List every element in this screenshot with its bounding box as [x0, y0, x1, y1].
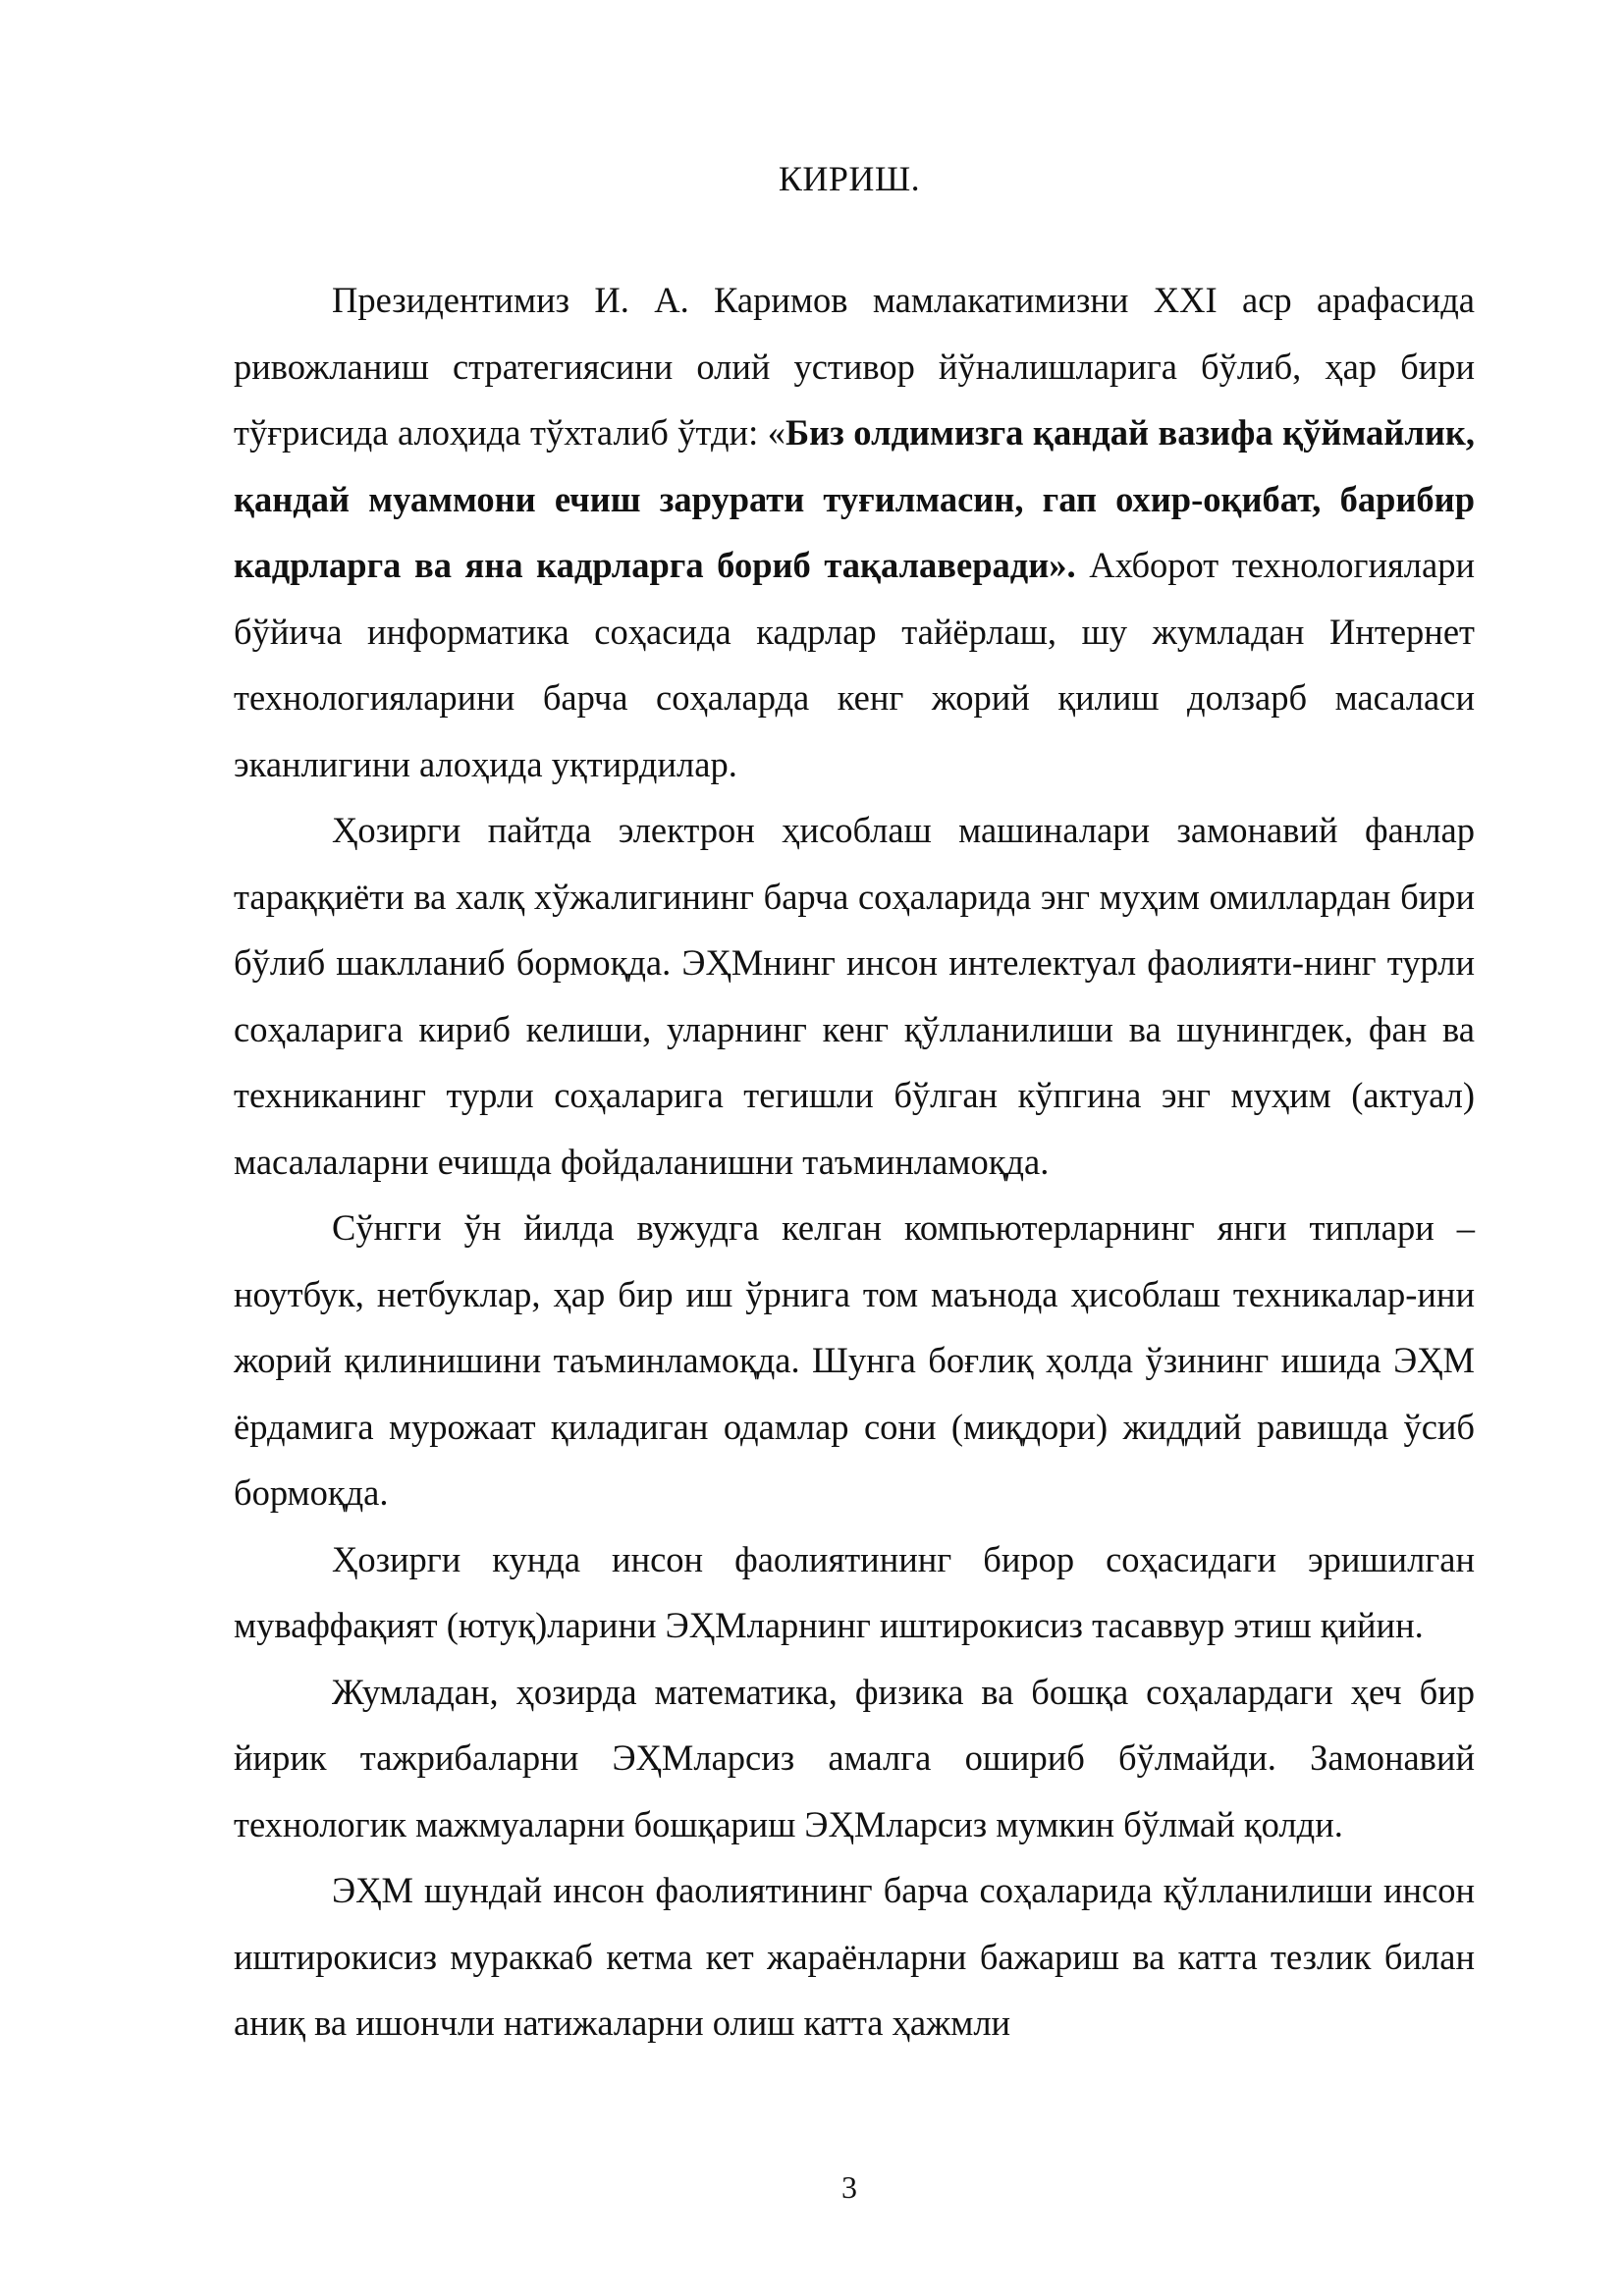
page-number: 3 — [841, 2169, 857, 2205]
paragraph-1-quote: Биз олдимизга қандай вазифа қўймайлик, қандай муаммони ечиш зарурати туғилмасин, гап охир-оқибат, барибир кадрларга ва яна кадрларга бориб тақалаверади». — [234, 412, 1476, 585]
paragraph-2: Ҳозирги пайтда электрон ҳисоблаш машиналари замонавий фанлар тараққиёти ва халқ хўжалигининг барча соҳаларида энг муҳим омиллардан бири бўлиб шаклланиб бормоқда. ЭҲМнинг инсон интелектуал фаолияти-нинг турли соҳаларига кириб келиши, уларнинг кенг қўлланилиши ва шунингдек, фан ва техниканинг турли соҳаларига тегишли бўлган кўпгина энг муҳим (актуал) масалаларни ечишда фойдаланишни таъминламоқда. — [234, 810, 1475, 1182]
paragraph-1-rest: Ахборот технологиялари бўйича информатика соҳасида кадрлар тайёрлаш, шу жумладан Интернет технологияларини барча соҳаларда кенг жорий қилиш долзарб масаласи эканлигини алоҳида уқтирдилар. — [234, 545, 1476, 784]
paragraph-3: Сўнгги ўн йилда вужудга келган компьютерларнинг янги типлари – ноутбук, нетбуклар, ҳар бир иш ўрнига том маънода ҳисоблаш техникалар-ини жорий қилинишини таъминламоқда. Шунга боғлиқ ҳолда ўзининг ишида ЭҲМ ёрдамига мурожаат қиладиган одамлар сони (миқдори) жиддий равишда ўсиб бормоқда. — [234, 1207, 1475, 1513]
paragraph-4: Ҳозирги кунда инсон фаолиятининг бирор соҳасидаги эришилган муваффақият (ютуқ)ларини ЭҲМларнинг иштирокисиз тасаввур этиш қийин. — [234, 1538, 1475, 1645]
paragraph-1 — [234, 267, 1475, 797]
paragraph-6: ЭҲМ шундай инсон фаолиятининг барча соҳаларида қўлланилиши инсон иштирокисиз мураккаб кетма кет жараёнларни бажариш ва катта тезлик билан аниқ ва ишончли натижаларни олиш катта ҳажмли — [234, 1870, 1475, 2043]
section-title: КИРИШ. — [778, 159, 921, 198]
paragraph-5: Жумладан, ҳозирда математика, физика ва бошқа соҳалардаги ҳеч бир йирик тажрибаларни ЭҲМларсиз амалга ошириб бўлмайди. Замонавий технологик мажмуаларни бошқариш ЭҲМларсиз мумкин бўлмай қолди. — [234, 1671, 1475, 1844]
paragraph-1-intro: Президентимиз И. А. Каримов мамлакатимизни XXI аср арафасида ривожланиш стратегиясини олий устивор йўналишларига бўлиб, ҳар бири тўғрисида алоҳида тўхталиб ўтди: « — [234, 280, 1475, 453]
body-text — [234, 267, 1475, 2056]
